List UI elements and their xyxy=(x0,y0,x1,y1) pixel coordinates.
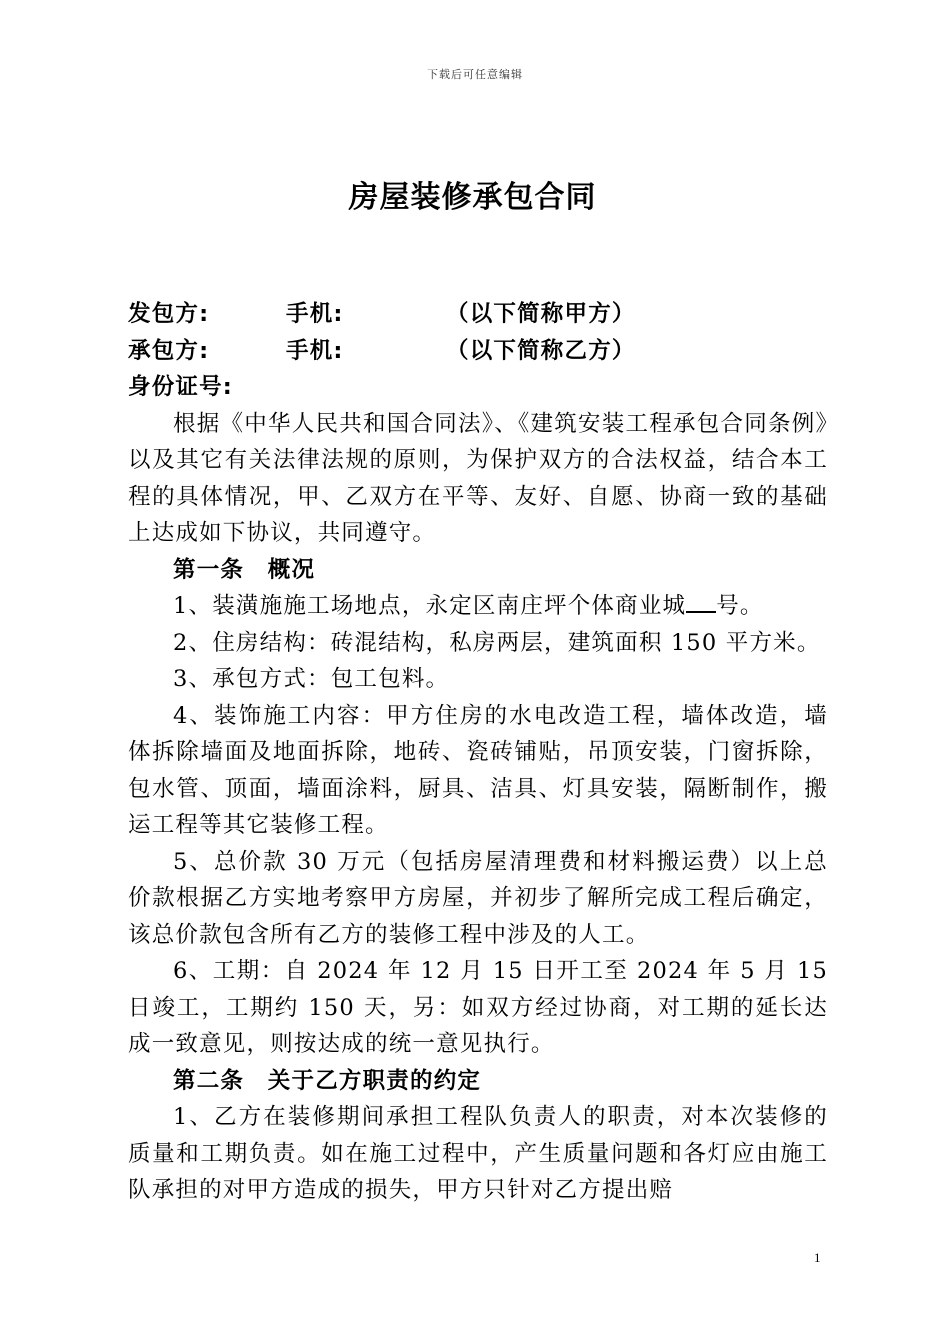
party-phone: 手机: xyxy=(286,337,344,364)
article1-item6: 6、工期：自 2024 年 12 月 15 日开工至 2024 年 5 月 15 日竣工，工期约 150 天，另：如双方经过协商，对工期的延长达成一致意见，则按达成的统一意见执行。 xyxy=(128,958,828,1057)
address-blank xyxy=(686,591,716,613)
article1-item3: 3、承包方式：包工包料。 xyxy=(173,666,450,692)
article1-item2: 2、住房结构：砖混结构，私房两层，建筑面积 150 平方米。 xyxy=(173,629,821,656)
article1-item5: 5、总价款 30 万元（包括房屋清理费和材料搬运费）以上总价款根据乙方实地考察甲方房屋，并初步了解所完成工程后确定，该总价款包含所有乙方的装修工程中涉及的人工。 xyxy=(128,848,828,948)
article1-item1-suffix: 号。 xyxy=(716,593,764,619)
party-role: 承包方: xyxy=(128,337,210,364)
party-row-contractor xyxy=(128,333,828,370)
party-note: （以下简称甲方） xyxy=(446,301,636,327)
article2-item1: 1、乙方在装修期间承担工程队负责人的职责，对本次装修的质量和工期负责。如在施工过程中，产生质量问题和各灯应由施工队承担的对甲方造成的损失，甲方只针对乙方提出赔 xyxy=(128,1104,828,1203)
page-number: 1 xyxy=(814,1250,821,1265)
party-row-employer xyxy=(128,296,828,333)
article1-item4: 4、装饰施工内容：甲方住房的水电改造工程，墙体改造，墙体拆除墙面及地面拆除，地砖、瓷砖铺贴，吊顶安装，门窗拆除，包水管、顶面，墙面涂料，厨具、洁具、灯具安装，隔断制作，搬运工程等其它装修工程。 xyxy=(128,702,828,838)
document-body xyxy=(128,296,828,1209)
article2-heading: 第二条 关于乙方职责的约定 xyxy=(173,1067,482,1094)
intro-paragraph: 根据《中华人民共和国合同法》、《建筑安装工程承包合同条例》以及其它有关法律法规的原则，为保护双方的合法权益，结合本工程的具体情况，甲、乙双方在平等、友好、自愿、协商一致的基础上达成如下协议，共同遵守。 xyxy=(128,410,828,546)
article1-item1-text: 1、装潢施施工场地点，永定区南庄坪个体商业城 xyxy=(173,593,687,619)
document-title: 房屋装修承包合同 xyxy=(348,180,597,215)
party-note: （以下简称乙方） xyxy=(446,337,636,364)
article1-item1 xyxy=(128,588,828,625)
article1-heading: 第一条 概况 xyxy=(173,556,316,583)
party-phone: 手机: xyxy=(286,301,344,327)
party-role: 发包方: xyxy=(128,301,210,327)
id-number-label: 身份证号: xyxy=(128,374,233,400)
page-header: 下载后可任意编辑 xyxy=(427,68,523,81)
